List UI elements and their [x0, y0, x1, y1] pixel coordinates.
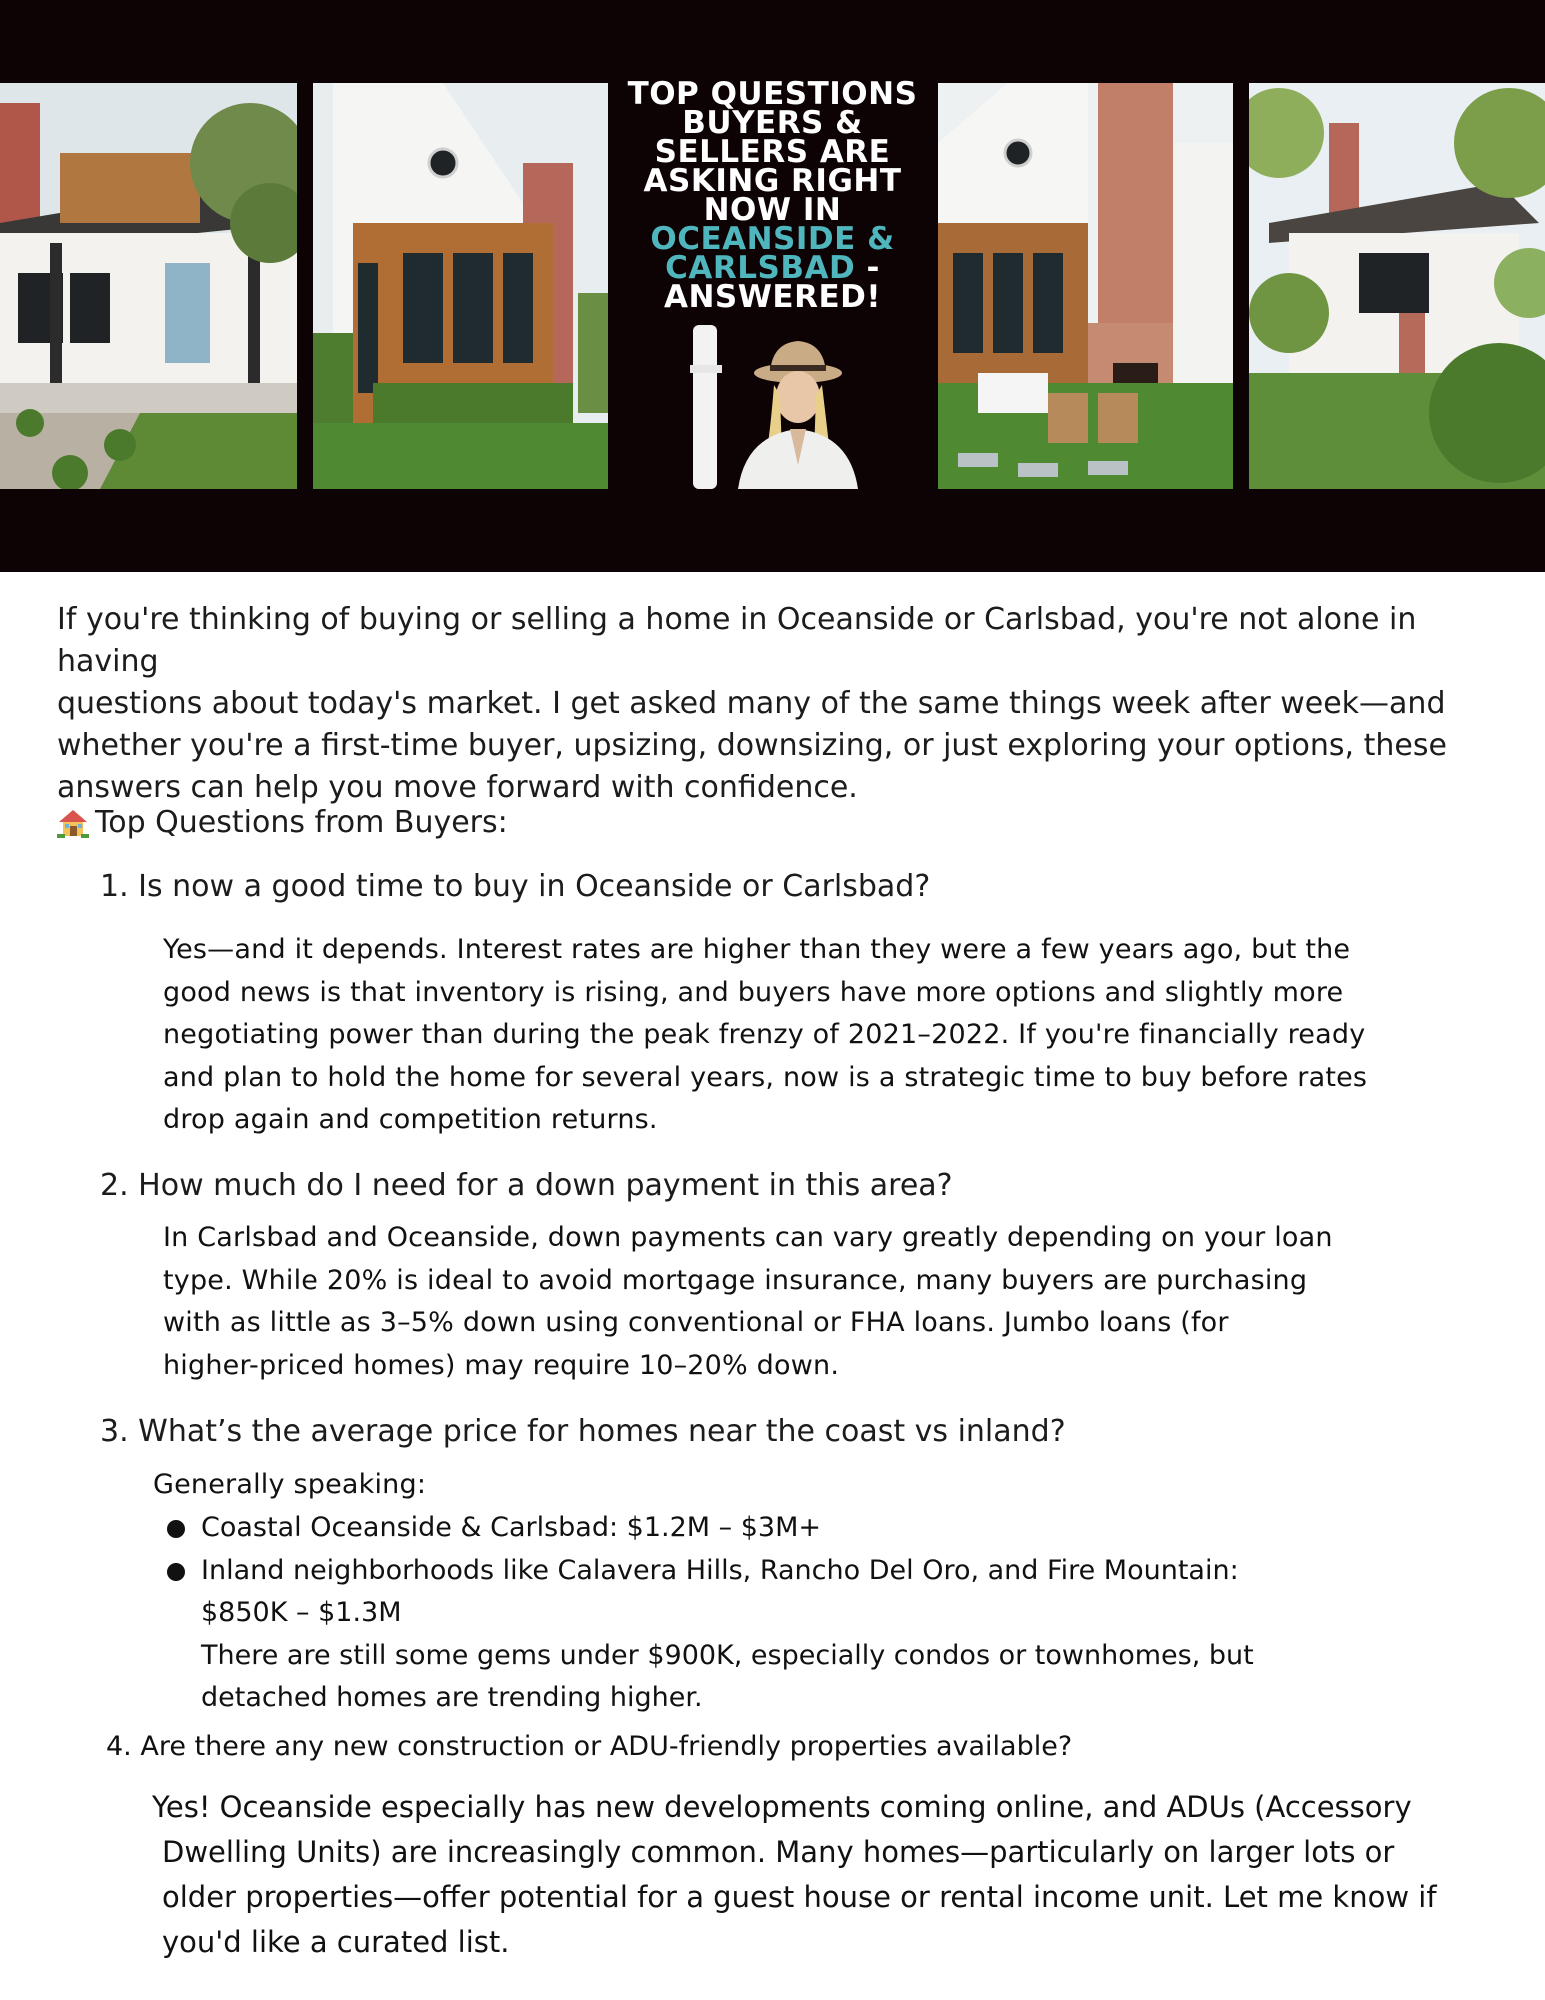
house-photo-gable: [313, 83, 608, 489]
answer-2: [163, 1217, 1333, 1387]
answer-line: drop again and competition returns.: [163, 1104, 658, 1135]
answer-line: In Carlsbad and Oceanside, down payments can vary greatly depending on your loan: [163, 1222, 1333, 1253]
banner-title-line: BUYERS &: [682, 105, 863, 141]
header-banner: [0, 0, 1545, 572]
price-bullet-list: [165, 1507, 1254, 1720]
banner-title-dash: -: [855, 250, 880, 286]
answer-line: good news is that inventory is rising, and buyers have more options and slightly more: [163, 976, 1344, 1008]
list-item: [165, 1507, 1254, 1550]
answer-1: [163, 929, 1367, 1142]
answer-line: negotiating power than during the peak frenzy of 2021–2022. If you're financially ready: [163, 1019, 1366, 1050]
answer-line: you'd like a curated list.: [162, 1925, 510, 1959]
answer-4: [152, 1785, 1462, 1965]
list-item: [165, 1550, 1254, 1720]
question-2: 2. How much do I need for a down payment in this area?: [100, 1168, 953, 1203]
bullet-dot: [167, 1563, 185, 1581]
banner-title-highlight-text: CARLSBAD: [665, 250, 856, 286]
intro-line: questions about today's market. I get asked many of the same things week after week—and: [57, 686, 1446, 721]
question-4: 4. Are there any new construction or ADU-friendly properties available?: [106, 1731, 1073, 1762]
intro-line: whether you're a first-time buyer, upsizing, downsizing, or just exploring your options, these: [57, 728, 1447, 763]
bullet-text: Coastal Oceanside & Carlsbad: $1.2M – $3M+: [201, 1512, 822, 1543]
answer-line: type. While 20% is ideal to avoid mortgage insurance, many buyers are purchasing: [163, 1264, 1308, 1296]
section-heading: [57, 803, 508, 843]
house-icon: [57, 808, 89, 838]
answer-line: Dwelling Units) are increasingly common. Many homes—particularly on larger lots or: [162, 1835, 1395, 1869]
agent-portrait: [690, 325, 860, 489]
intro-paragraph: [57, 599, 1497, 809]
answer-line: Yes! Oceanside especially has new developments coming online, and ADUs (Accessory: [152, 1790, 1412, 1824]
answer-3-intro: Generally speaking:: [153, 1469, 427, 1500]
house-photo-patio: [938, 83, 1233, 489]
answer-line: Yes—and it depends. Interest rates are higher than they were a few years ago, but the: [163, 934, 1351, 965]
banner-title-line: ASKING RIGHT: [643, 163, 902, 199]
section-heading-text: Top Questions from Buyers:: [95, 805, 508, 840]
banner-title-line: TOP QUESTIONS: [627, 76, 918, 112]
answer-line: higher-priced homes) may require 10–20% down.: [163, 1349, 840, 1381]
note-line: There are still some gems under $900K, especially condos or townhomes, but: [201, 1639, 1254, 1671]
banner-title-line: NOW IN: [703, 192, 842, 228]
bullet-continuation: $850K – $1.3M: [201, 1597, 402, 1628]
question-3: 3. What’s the average price for homes near the coast vs inland?: [100, 1414, 1066, 1449]
intro-line: If you're thinking of buying or selling a home in Oceanside or Carlsbad, you're not alone in having: [57, 602, 1417, 679]
answer-line: with as little as 3–5% down using conventional or FHA loans. Jumbo loans (for: [163, 1307, 1229, 1338]
answer-line: older properties—offer potential for a guest house or rental income unit. Let me know if: [162, 1880, 1437, 1914]
house-photo-garden: [1249, 83, 1545, 489]
banner-title: [620, 76, 925, 315]
banner-title-highlight: OCEANSIDE &: [650, 221, 895, 257]
house-photo-porch: [0, 83, 297, 489]
bullet-dot: [167, 1520, 185, 1538]
banner-title-line: ANSWERED!: [663, 279, 882, 315]
answer-line: and plan to hold the home for several years, now is a strategic time to buy before rates: [163, 1061, 1368, 1093]
intro-line: answers can help you move forward with confidence.: [57, 770, 858, 805]
question-1: 1. Is now a good time to buy in Oceanside or Carlsbad?: [100, 869, 931, 904]
banner-title-line: SELLERS ARE: [654, 134, 891, 170]
note-line: detached homes are trending higher.: [201, 1682, 703, 1713]
bullet-text: Inland neighborhoods like Calavera Hills, Rancho Del Oro, and Fire Mountain:: [201, 1554, 1239, 1586]
